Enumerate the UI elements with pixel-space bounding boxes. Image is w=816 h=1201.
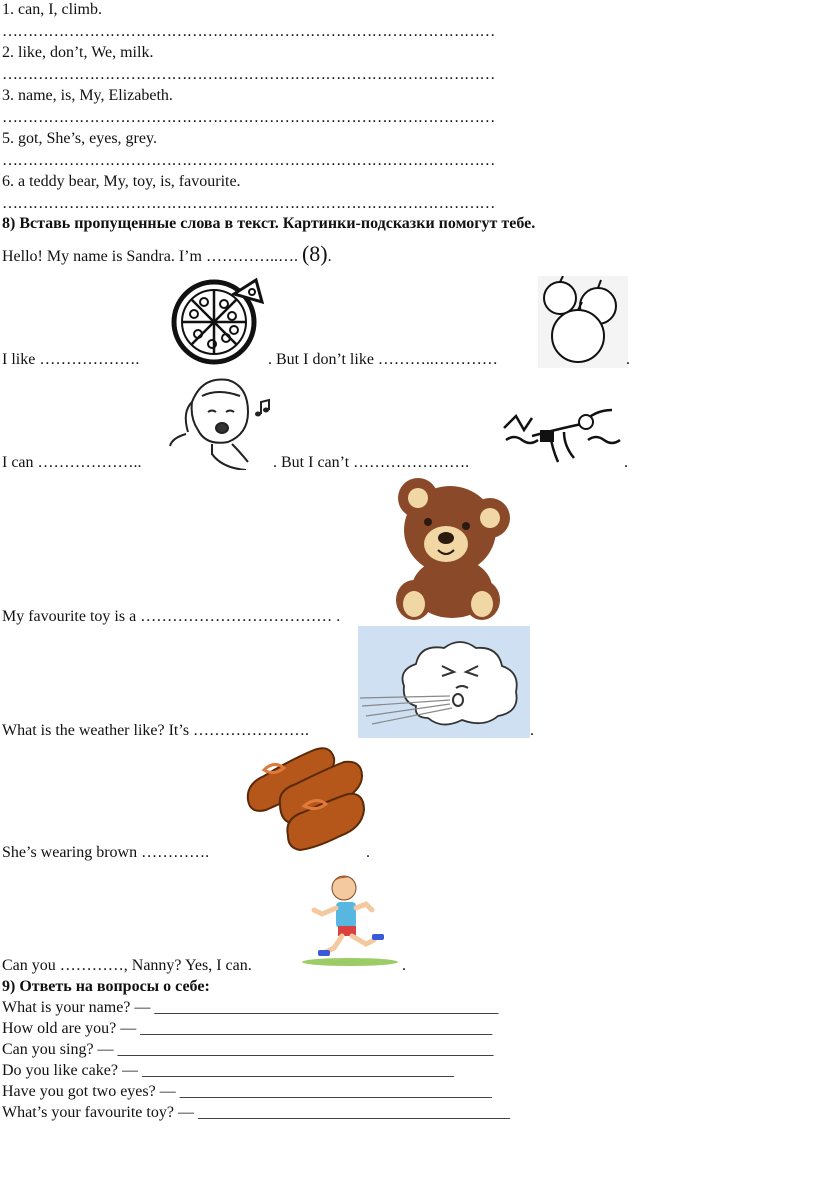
can-period: . xyxy=(624,454,628,471)
sentence-3: 3. name, is, My, Elizabeth. xyxy=(2,87,173,104)
apples-icon xyxy=(538,276,628,368)
intro-period: . xyxy=(327,248,332,265)
intro-text: Hello! My name is Sandra. I’m …………..…. xyxy=(2,248,298,265)
can-line: I can ……………….. xyxy=(2,454,142,471)
shoes-line: She’s wearing brown …………. xyxy=(2,844,210,861)
question-text: Can you sing? — xyxy=(2,1041,118,1058)
answer-line-6[interactable]: …………………………………………………………………………………… xyxy=(2,195,495,212)
question-text: What’s your favourite toy? — xyxy=(2,1104,198,1121)
answer-underline[interactable]: _______________________________________________ xyxy=(117,1041,494,1058)
pizza-icon xyxy=(164,272,268,366)
like-text: I like ………………. xyxy=(2,351,140,368)
question-text: Do you like cake? — xyxy=(2,1062,142,1079)
answer-underline[interactable]: ____________________________________________ xyxy=(140,1020,493,1037)
weather-line: What is the weather like? It’s …………………. xyxy=(2,722,310,739)
question-row xyxy=(2,1040,494,1060)
sentence-5: 5. got, She’s, eyes, grey. xyxy=(2,130,157,147)
swimmer-icon xyxy=(502,400,626,470)
question-row xyxy=(2,1061,454,1081)
answer-line-1[interactable]: …………………………………………………………………………………… xyxy=(2,23,495,40)
question-text: How old are you? — xyxy=(2,1020,141,1037)
answer-underline[interactable]: _______________________________________ xyxy=(179,1083,492,1100)
sentence-1: 1. can, I, climb. xyxy=(2,1,102,18)
answer-underline[interactable]: ___________________________________________ xyxy=(154,999,499,1016)
sentence-6: 6. a teddy bear, My, toy, is, favourite. xyxy=(2,173,241,190)
answer-line-2[interactable]: …………………………………………………………………………………… xyxy=(2,66,495,83)
exercise-9-heading: 9) Ответь на вопросы о себе: xyxy=(2,978,210,995)
answer-underline[interactable]: _______________________________________ xyxy=(197,1104,510,1121)
question-row xyxy=(2,998,498,1018)
question-row xyxy=(2,1019,492,1039)
question-row xyxy=(2,1082,492,1102)
wind-cloud-icon xyxy=(358,626,530,738)
like-line xyxy=(2,350,139,370)
answer-line-3[interactable]: …………………………………………………………………………………… xyxy=(2,109,495,126)
dont-like-line: . But I don’t like ………..………… xyxy=(268,351,498,368)
weather-period: . xyxy=(530,722,534,739)
exercise-8-heading: 8) Вставь пропущенные слова в текст. Картинки-подсказки помогут тебе. xyxy=(2,215,536,232)
brown-shoes-icon xyxy=(244,740,366,858)
sentence-2: 2. like, don’t, We, milk. xyxy=(2,44,154,61)
like-period: . xyxy=(626,351,630,368)
intro-line xyxy=(2,241,332,267)
running-boy-icon xyxy=(300,870,404,968)
question-row xyxy=(2,1103,510,1123)
toy-line: My favourite toy is a ……………………………… . xyxy=(2,608,341,625)
singing-girl-icon xyxy=(162,372,274,470)
answer-line-5[interactable]: …………………………………………………………………………………… xyxy=(2,152,495,169)
question-text: What is your name? — xyxy=(2,999,155,1016)
teddy-bear-icon xyxy=(388,472,516,624)
run-line: Can you …………, Nanny? Yes, I can. xyxy=(2,957,252,974)
run-period: . xyxy=(402,957,406,974)
question-text: Have you got two eyes? — xyxy=(2,1083,180,1100)
cant-line: . But I can’t …………………. xyxy=(273,454,470,471)
answer-underline[interactable]: _______________________________________ xyxy=(141,1062,454,1079)
shoes-period: . xyxy=(366,844,370,861)
intro-number: (8) xyxy=(301,241,328,266)
